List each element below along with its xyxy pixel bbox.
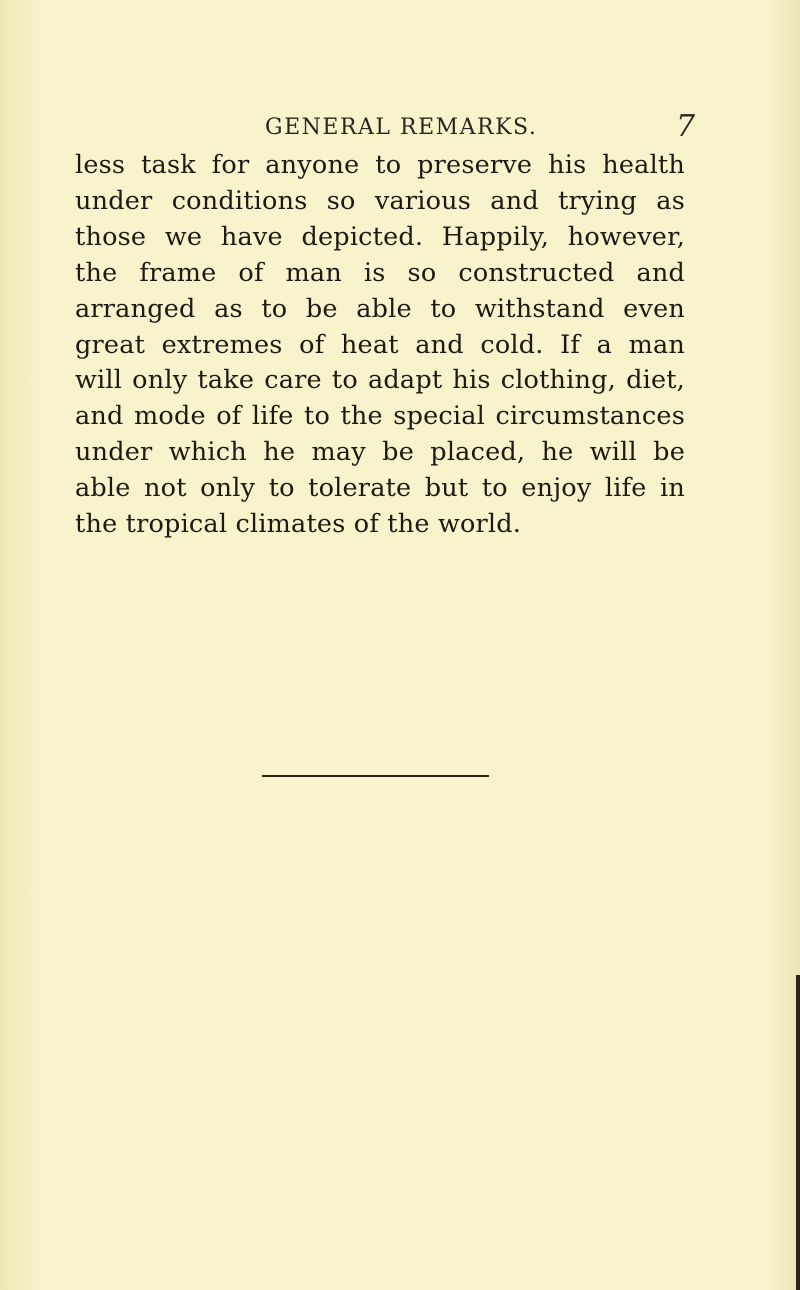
text-line: and mode of life to the special circumstances (75, 401, 685, 432)
text-line: arranged as to be able to withstand even (75, 293, 685, 324)
text-line: under which he may be placed, he will be (75, 437, 685, 468)
text-line: the tropical climates of the world. (75, 509, 522, 540)
body-paragraph (75, 148, 685, 543)
text-line: great extremes of heat and cold. If a man (75, 329, 685, 360)
text-line: less task for anyone to preserve his health (75, 150, 685, 180)
section-divider-rule (262, 775, 489, 777)
text-line: under conditions so various and trying as (75, 185, 685, 216)
text-line: will only take care to adapt his clothing, diet, (75, 365, 685, 396)
text-line: those we have depicted. Happily, however, (75, 221, 685, 252)
running-head (265, 109, 696, 145)
running-title: GENERAL REMARKS. (265, 115, 538, 140)
page-edge-shadow (796, 975, 800, 1290)
text-line: able not only to tolerate but to enjoy life in (75, 473, 685, 504)
page-number: 7 (676, 109, 696, 144)
text-line: the frame of man is so constructed and (75, 257, 685, 288)
